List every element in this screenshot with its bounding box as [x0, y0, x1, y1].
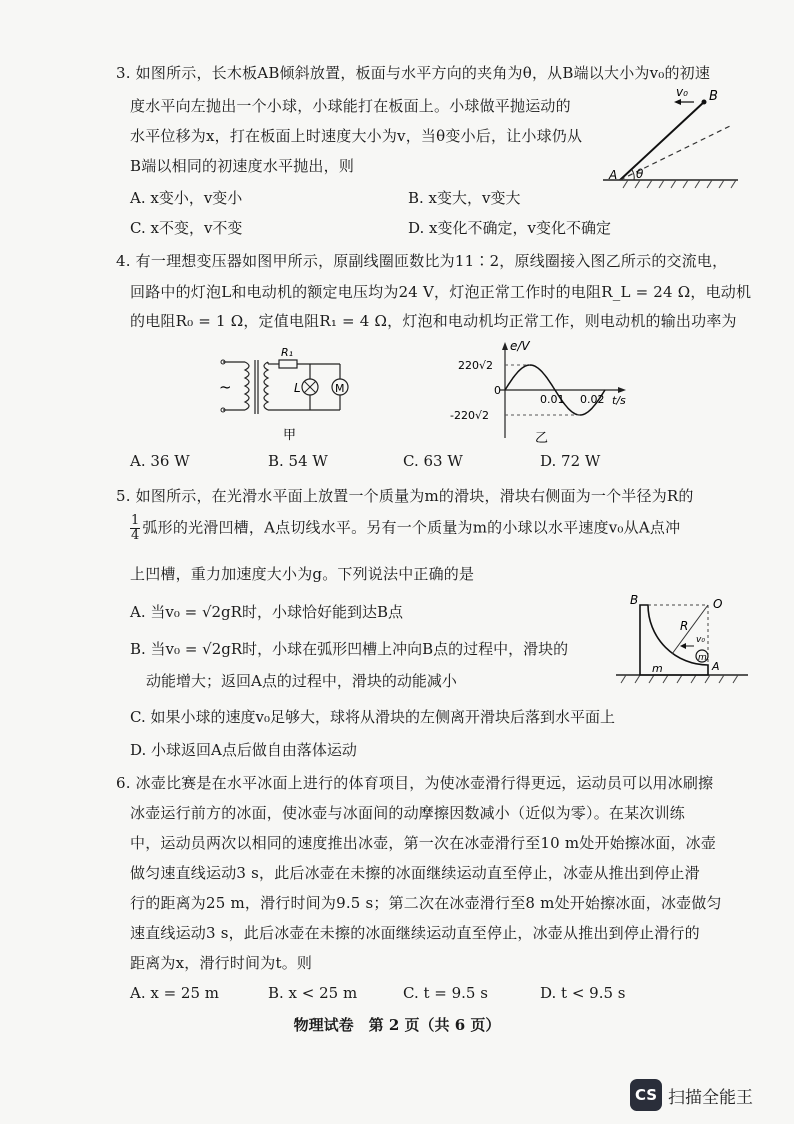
- q5-v0-label: v₀: [696, 635, 705, 645]
- q5-option-b-cont: 动能增大；返回A点的过程中，滑块的动能减小: [146, 672, 457, 690]
- q4-figure-jia-caption: 甲: [283, 428, 297, 443]
- q5-radius-label: R: [680, 619, 689, 633]
- scanner-watermark: [630, 1079, 753, 1111]
- page-footer: 物理试卷 第 2 页（共 6 页）: [293, 1016, 501, 1034]
- q4-line-2: 回路中的灯泡L和电动机的额定电压均为24 V，灯泡正常工作时的电阻R_L = 24 Ω，电动机: [130, 283, 752, 301]
- q5-line-1: 5. 如图所示，在光滑水平面上放置一个质量为m的滑块，滑块右侧面为一个半径为R的: [116, 487, 694, 505]
- q4-y-zero-label: 0: [494, 384, 501, 397]
- q6-option-d[interactable]: D. t < 9.5 s: [540, 984, 626, 1002]
- q3-line-1: 3. 如图所示，长木板AB倾斜放置，板面与水平方向的夹角为θ，从B端以大小为v₀的初速: [116, 64, 711, 82]
- q5-line-3: 上凹槽，重力加速度大小为g。下列说法中正确的是: [130, 565, 475, 583]
- q4-t1-label: 0.01: [540, 393, 565, 406]
- q5-quarter-fraction: $\frac{1}{4}$: [131, 513, 140, 543]
- q6-option-b[interactable]: B. x < 25 m: [268, 984, 358, 1002]
- q5-point-b-label: B: [630, 593, 639, 607]
- q4-lamp-label: L: [294, 381, 301, 395]
- q6-line-7: 距离为x，滑行时间为t。则: [130, 954, 313, 972]
- q5-block-m-label: m: [652, 662, 663, 675]
- q3-point-b-label: B: [709, 89, 718, 104]
- q6-line-4: 做匀速直线运动3 s，此后冰壶在未擦的冰面继续运动直至停止，冰壶从推出到停止滑: [130, 864, 700, 882]
- q6-line-3: 中，运动员两次以相同的速度推出冰壶，第一次在冰壶滑行至10 m处开始擦冰面，冰壶: [130, 834, 717, 852]
- q4-y-top-label: 220√2: [458, 359, 494, 372]
- q3-line-2: 度水平向左抛出一个小球，小球能打在板面上。小球做平抛运动的: [130, 97, 571, 115]
- q4-ac-voltage-graph: [430, 338, 635, 448]
- q4-motor-label: M: [335, 382, 345, 395]
- q3-option-c[interactable]: C. x不变，v不变: [130, 219, 243, 237]
- q5-option-c[interactable]: C. 如果小球的速度v₀足够大，球将从滑块的左侧离开滑块后落到水平面上: [130, 708, 615, 726]
- q5-option-a[interactable]: A. 当v₀ = √2gR时，小球恰好能到达B点: [130, 603, 403, 621]
- q4-r1-label: R₁: [281, 346, 294, 359]
- q5-option-d[interactable]: D. 小球返回A点后做自由落体运动: [130, 741, 357, 759]
- q3-option-d[interactable]: D. x变化不确定，v变化不确定: [408, 219, 611, 237]
- q3-option-a[interactable]: A. x变小，v变小: [130, 189, 243, 207]
- q4-option-c[interactable]: C. 63 W: [403, 452, 463, 470]
- q6-line-1: 6. 冰壶比赛是在水平冰面上进行的体育项目，为使冰壶滑行得更远，运动员可以用冰刷擦: [116, 774, 714, 792]
- q4-option-b[interactable]: B. 54 W: [268, 452, 328, 470]
- scanner-watermark-text: 扫描全能王: [668, 1087, 753, 1108]
- q6-line-2: 冰壶运行前方的冰面，使冰壶与冰面间的动摩擦因数减小（近似为零）。在某次训练: [130, 804, 685, 822]
- q4-t2-label: 0.02: [580, 393, 605, 406]
- q4-x-axis-label: t/s: [612, 394, 626, 407]
- q4-option-d[interactable]: D. 72 W: [540, 452, 601, 470]
- q3-inclined-board-figure: [598, 82, 743, 192]
- q6-line-6: 速直线运动3 s，此后冰壶在未擦的冰面继续运动直至停止，冰壶从推出到停止滑行的: [130, 924, 700, 942]
- q4-option-a[interactable]: A. 36 W: [130, 452, 190, 470]
- q5-ball-m-label: m: [698, 653, 707, 663]
- q4-y-bottom-label: -220√2: [450, 409, 489, 422]
- q6-line-5: 行的距离为25 m，滑行时间为9.5 s；第二次在冰壶滑行至8 m处开始擦冰面，冰壶做匀: [130, 894, 722, 912]
- svg-text:~: ~: [219, 378, 232, 396]
- q3-line-3: 水平位移为x，打在板面上时速度大小为v，当θ变小后，让小球仍从: [130, 127, 583, 145]
- q6-option-c[interactable]: C. t = 9.5 s: [403, 984, 488, 1002]
- q3-v0-label: v₀: [676, 85, 688, 99]
- q3-option-b[interactable]: B. x变大，v变大: [408, 189, 521, 207]
- q5-option-b[interactable]: B. 当v₀ = √2gR时，小球在弧形凹槽上冲向B点的过程中，滑块的: [130, 640, 569, 658]
- q3-point-a-label: A: [609, 168, 618, 182]
- camscanner-logo-icon: CS: [630, 1079, 662, 1111]
- q4-line-1: 4. 有一理想变压器如图甲所示，原副线圈匝数比为11∶2，原线圈接入图乙所示的交流电，: [116, 252, 728, 270]
- q6-option-a[interactable]: A. x = 25 m: [130, 984, 220, 1002]
- q5-slider-groove-figure: [612, 590, 752, 690]
- q4-line-3: 的电阻R₀ = 1 Ω，定值电阻R₁ = 4 Ω，灯泡和电动机均正常工作，则电动机的输出功率为: [130, 312, 737, 330]
- q4-y-axis-label: e/V: [510, 339, 530, 353]
- q4-transformer-circuit-figure: [215, 340, 365, 445]
- q3-theta-label: θ: [636, 167, 644, 181]
- q5-line-2: $\frac{1}{4}$ 弧形的光滑凹槽，A点切线水平。另有一个质量为m的小球以水平速度v₀从A点冲: [131, 513, 681, 543]
- q4-figure-yi-caption: 乙: [535, 431, 549, 446]
- q5-point-a-label: A: [712, 660, 720, 673]
- q3-line-4: B端以相同的初速度水平抛出，则: [130, 157, 355, 175]
- q5-center-o-label: O: [713, 597, 723, 611]
